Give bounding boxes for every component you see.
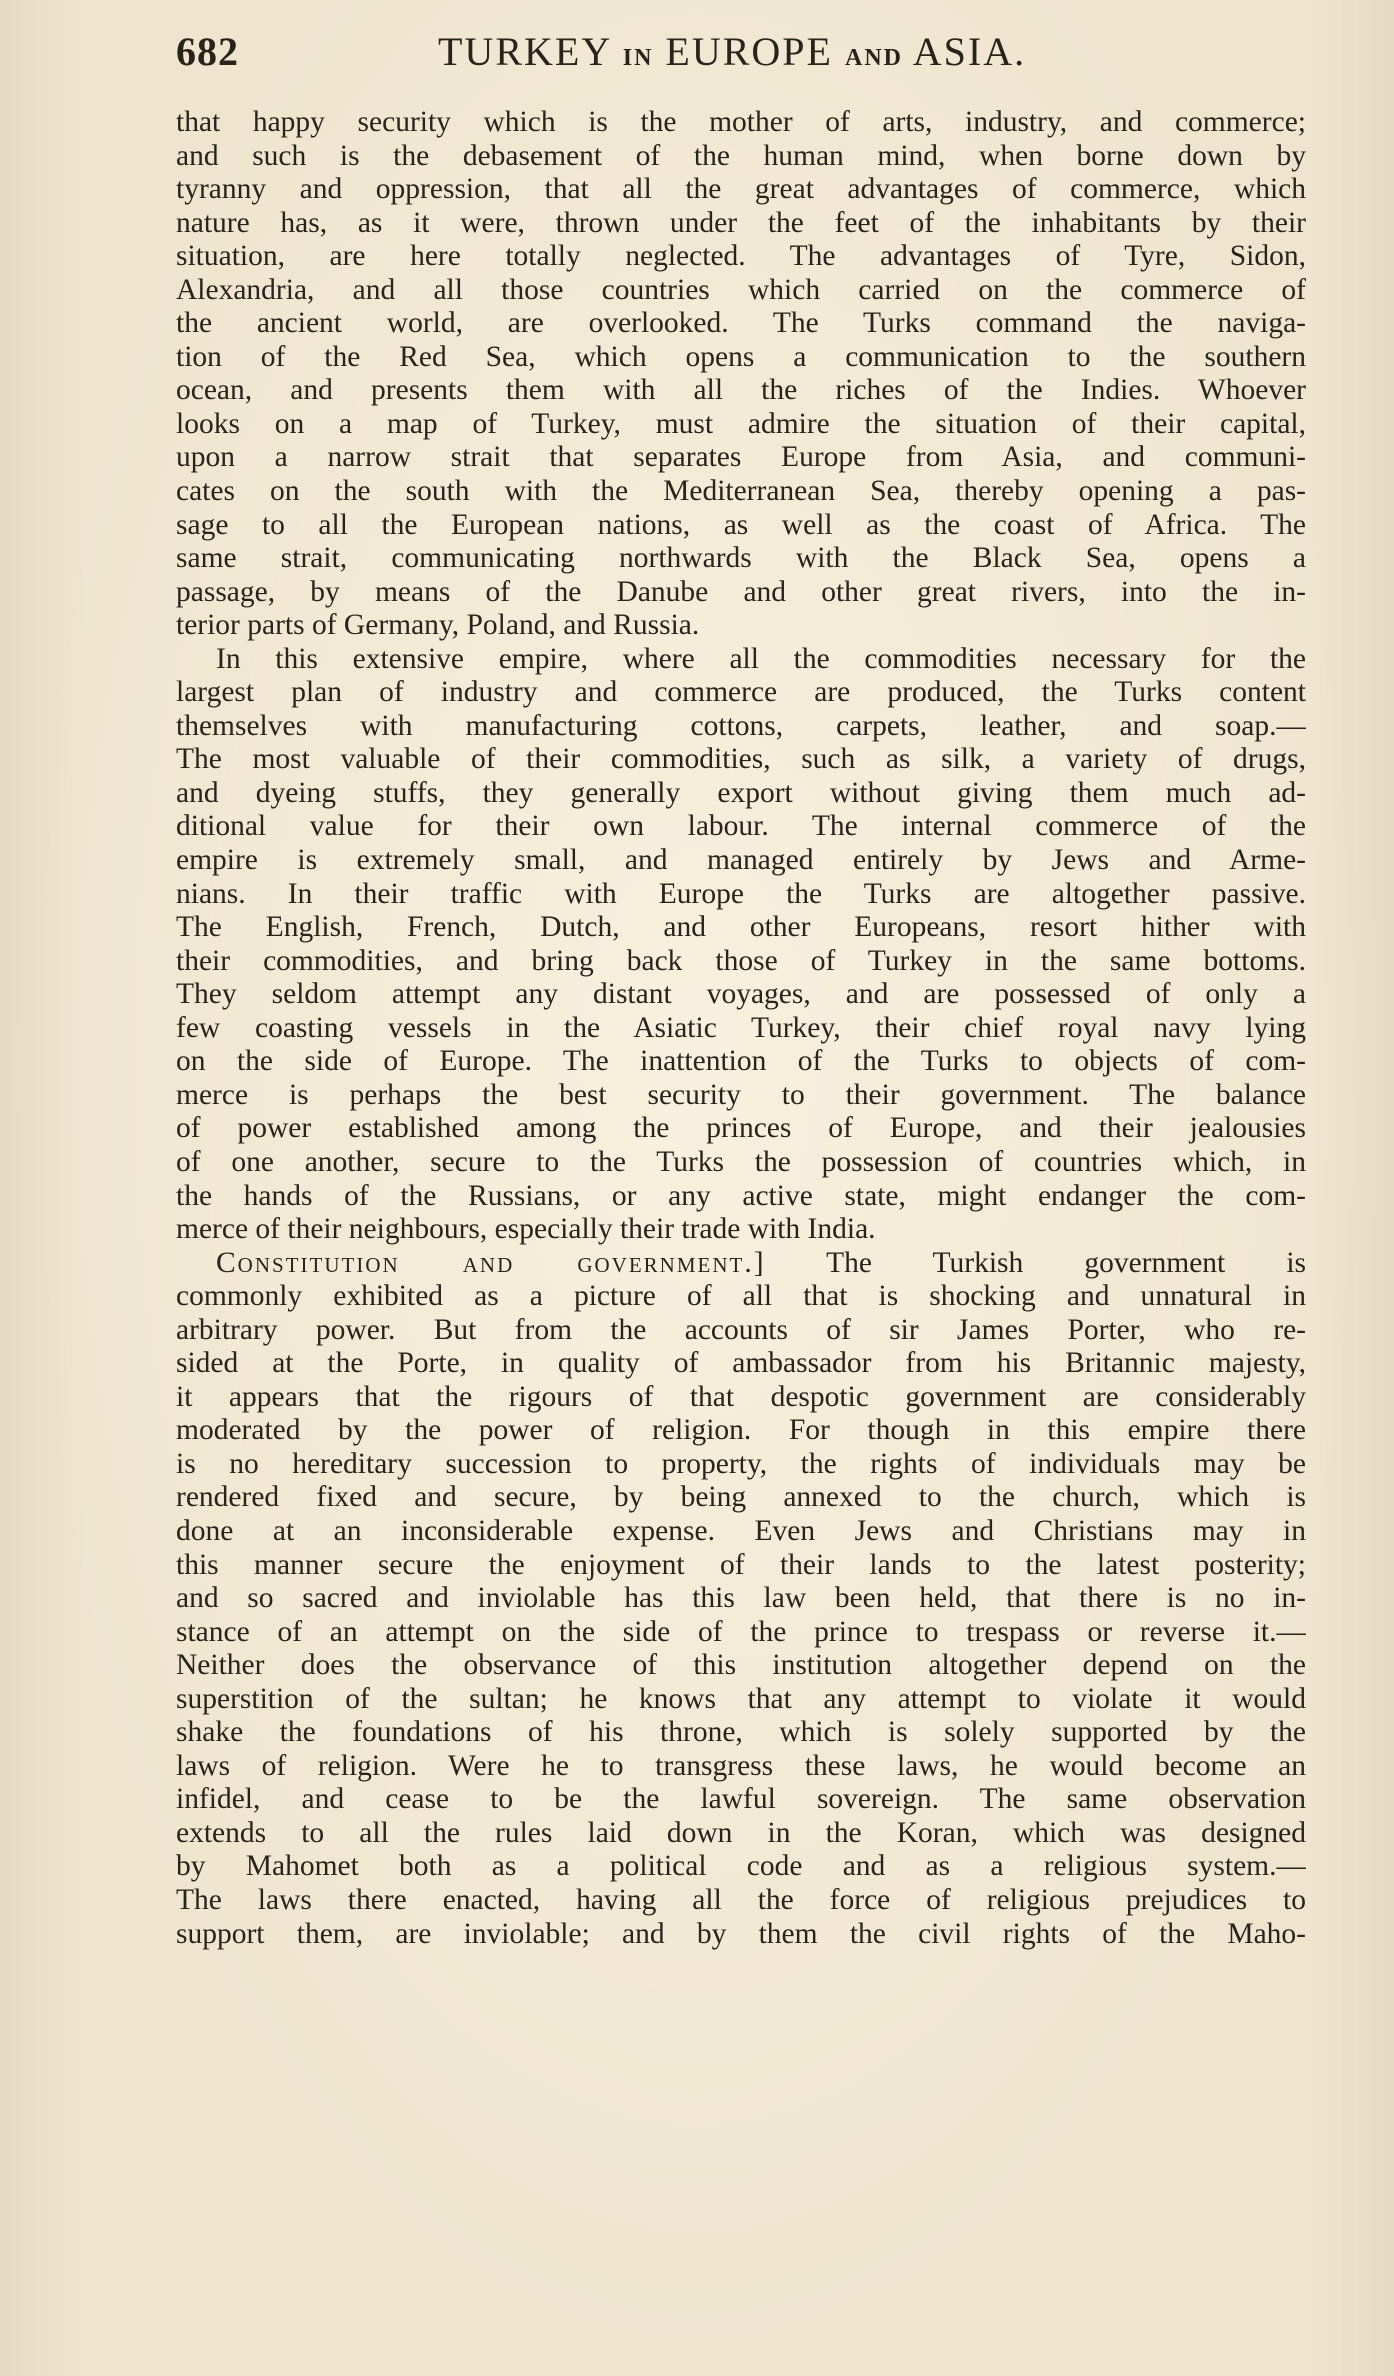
text-line: empire is extremely small, and managed entirely by Jews and Arme-	[176, 844, 1306, 877]
text-line: that happy security which is the mother of arts, industry, and commerce;	[176, 106, 1306, 138]
text-line: their commodities, and bring back those of Turkey in the same bottoms.	[176, 944, 1306, 977]
text-line: sage to all the European nations, as well as the coast of Africa. The	[176, 508, 1306, 541]
text-line: the ancient world, are overlooked. The Turks command the naviga-	[176, 307, 1306, 340]
text-line: and dyeing stuffs, they generally export without giving them much ad-	[176, 776, 1306, 809]
text-line: The English, French, Dutch, and other Europeans, resort hither with	[176, 911, 1306, 944]
text-line: this manner secure the enjoyment of their lands to the latest posterity;	[176, 1548, 1306, 1581]
page-header	[176, 22, 1306, 82]
text-line: commonly exhibited as a picture of all that is shocking and unnatural in	[176, 1280, 1306, 1313]
text-line: passage, by means of the Danube and other great rivers, into the in-	[176, 575, 1306, 608]
text-line: extends to all the rules laid down in the Koran, which was designed	[176, 1816, 1306, 1849]
running-head-in: IN	[622, 45, 654, 71]
text-line: and so sacred and inviolable has this law been held, that there is no in-	[176, 1582, 1306, 1615]
text-line: cates on the south with the Mediterranean Sea, thereby opening a pas-	[176, 475, 1306, 508]
text-line: moderated by the power of religion. For though in this empire there	[176, 1414, 1306, 1447]
running-head-and: AND	[844, 45, 903, 71]
body-text	[176, 106, 1306, 1951]
text-line: the hands of the Russians, or any active state, might endanger the com-	[176, 1179, 1306, 1212]
text-line: laws of religion. Were he to transgress these laws, he would become an	[176, 1749, 1306, 1782]
text-line: The laws there enacted, having all the force of religious prejudices to	[176, 1883, 1306, 1916]
text-line: infidel, and cease to be the lawful sovereign. The same observation	[176, 1783, 1306, 1816]
text-line: tyranny and oppression, that all the great advantages of commerce, which	[176, 173, 1306, 206]
text-line: The most valuable of their commodities, such as silk, a variety of drugs,	[176, 743, 1306, 776]
page-number: 682	[176, 29, 239, 74]
text-line: shake the foundations of his throne, which is solely supported by the	[176, 1716, 1306, 1749]
text-line: Alexandria, and all those countries which carried on the commerce of	[176, 273, 1306, 306]
text-line: on the side of Europe. The inattention of the Turks to objects of com-	[176, 1045, 1306, 1078]
text-line: Neither does the observance of this institution altogether depend on the	[176, 1649, 1306, 1682]
text-line: terior parts of Germany, Poland, and Russia.	[176, 609, 700, 642]
text-line: of one another, secure to the Turks the possession of countries which, in	[176, 1145, 1306, 1178]
text-line: themselves with manufacturing cottons, carpets, leather, and soap.—	[176, 709, 1306, 742]
text-line: it appears that the rigours of that despotic government are considerably	[176, 1380, 1306, 1413]
text-line: nians. In their traffic with Europe the Turks are altogether passive.	[176, 877, 1306, 910]
text-line: merce is perhaps the best security to their government. The balance	[176, 1078, 1306, 1111]
text-line: rendered fixed and secure, by being annexed to the church, which is	[176, 1481, 1306, 1514]
text-line: sided at the Porte, in quality of ambassador from his Britannic majesty,	[176, 1347, 1306, 1380]
text-line: stance of an attempt on the side of the prince to trespass or reverse it.—	[176, 1615, 1306, 1648]
text-line: looks on a map of Turkey, must admire the situation of their capital,	[176, 407, 1306, 440]
text-line: tion of the Red Sea, which opens a communication to the southern	[176, 340, 1306, 373]
text-line: support them, are inviolable; and by them the civil rights of the Maho-	[176, 1917, 1306, 1950]
running-head-part1: TURKEY	[438, 29, 623, 74]
text-line: is no hereditary succession to property, the rights of individuals may be	[176, 1447, 1306, 1480]
running-head-part2: EUROPE	[653, 29, 845, 74]
text-line: by Mahomet both as a political code and as a religious system.—	[176, 1850, 1306, 1883]
text-line	[176, 1247, 1306, 1281]
running-head	[438, 28, 1026, 75]
text-line: arbitrary power. But from the accounts of sir James Porter, who re-	[176, 1313, 1306, 1346]
text-line: merce of their neighbours, especially their trade with India.	[176, 1213, 876, 1246]
running-head-part3: ASIA.	[902, 29, 1027, 74]
text-line: few coasting vessels in the Asiatic Turkey, their chief royal navy lying	[176, 1011, 1306, 1044]
text-line: superstition of the sultan; he knows that any attempt to violate it would	[176, 1682, 1306, 1715]
section-heading: Constitution and government.]	[216, 1246, 766, 1279]
text-line: done at an inconsiderable expense. Even Jews and Christians may in	[176, 1514, 1306, 1547]
text-line: upon a narrow strait that separates Europe from Asia, and communi-	[176, 441, 1306, 474]
text-line: of power established among the princes of Europe, and their jealousies	[176, 1112, 1306, 1145]
text-line: ocean, and presents them with all the riches of the Indies. Whoever	[176, 374, 1306, 407]
text-line: and such is the debasement of the human mind, when borne down by	[176, 139, 1306, 172]
text-line: situation, are here totally neglected. The advantages of Tyre, Sidon,	[176, 240, 1306, 273]
text-line: largest plan of industry and commerce are produced, the Turks content	[176, 676, 1306, 709]
section-heading-continuation: The Turkish government is	[765, 1246, 1306, 1279]
text-line: same strait, communicating northwards with the Black Sea, opens a	[176, 542, 1306, 575]
text-line: They seldom attempt any distant voyages, and are possessed of only a	[176, 978, 1306, 1011]
text-line: In this extensive empire, where all the commodities necessary for the	[216, 642, 1306, 675]
text-line: ditional value for their own labour. The internal commerce of the	[176, 810, 1306, 843]
text-line: nature has, as it were, thrown under the feet of the inhabitants by their	[176, 206, 1306, 239]
